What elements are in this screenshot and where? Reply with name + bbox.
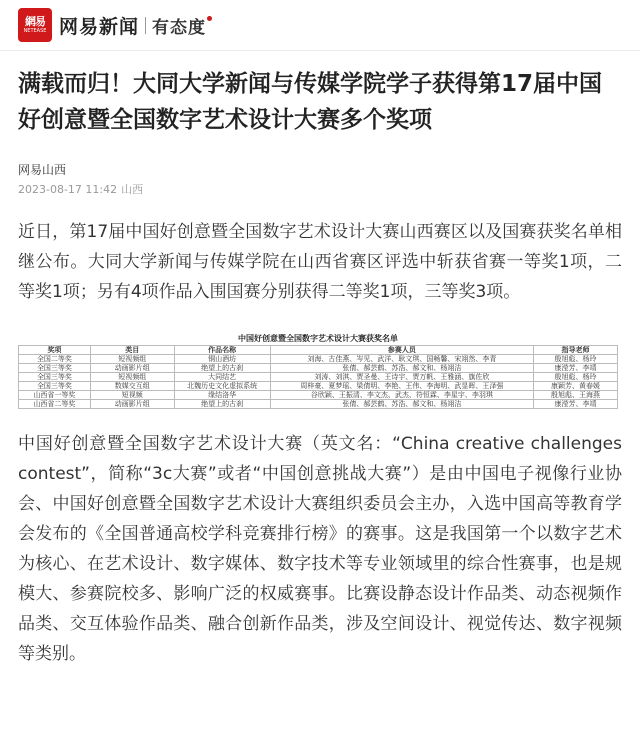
header-divider <box>0 50 640 51</box>
table-cell: 绝望上的古刹 <box>174 364 270 373</box>
table-cell: 刘海、古佳燕、岑见、武洋、耿文琪、国畅馨、宋翊然、李青 <box>270 355 534 364</box>
article-content <box>0 66 640 669</box>
table-cell: 山西省一等奖 <box>19 391 91 400</box>
table-cell: 康颖芳、黄春媛 <box>534 382 618 391</box>
registered-dot-icon <box>207 16 212 21</box>
table-cell: 铜山酒坊 <box>174 355 270 364</box>
article-region: 山西 <box>121 183 144 196</box>
logo-text: 網易 <box>25 15 45 28</box>
article-title: 满载而归！大同大学新闻与传媒学院学子获得第17届中国好创意暨全国数字艺术设计大赛多个奖项 <box>18 71 603 133</box>
article-paragraph-1: 近日，第17届中国好创意暨全国数字艺术设计大赛山西赛区以及国赛获奖名单相继公布。大同大学新闻与传媒学院在山西省赛区评选中斩获省赛一等奖1项，二等奖1项；另有4项作品入围国赛分别获得二等奖1项，三等奖3项。 <box>18 222 622 302</box>
table-cell: 短视频组 <box>90 373 174 382</box>
award-table <box>18 333 618 409</box>
article-paragraph-2: 中国好创意暨全国数字艺术设计大赛（英文名：“China creative challenges contest”，简称“3c大赛”或者“中国创意挑战大赛”）是由中国电子视像行业协会、中国好创意暨全国数字艺术设计大赛组织委员会主办，入选中国高等教育学会发布的《全国普通高校学科竞赛排行榜》的赛事。这是我国第一个以数字艺术为核心、在艺术设计、数字媒体、数字技术等专业领域里的综合性赛事，也是规模大、参赛院校多、影响广泛的权威赛事。比赛设静态设计作品类、动态视频作品类、交互体验作品类、融合创新作品类，涉及空间设计、视觉传达、数字视频等类别。 <box>18 434 622 664</box>
brand-separator <box>145 17 146 34</box>
table-cell: 周梓豪、夏梦瑶、梁倩明、李艳、王伟、李海明、武显晖、王泽强 <box>270 382 534 391</box>
header-cell: 奖项 <box>19 346 91 355</box>
table-cell: 山西省二等奖 <box>19 400 91 409</box>
netease-logo-icon[interactable] <box>18 8 52 42</box>
brand-name[interactable]: 网易新闻 <box>59 15 140 38</box>
table-cell: 张倩、郝芸鹤、苏浩、郝文和、杨翊洁 <box>270 364 534 373</box>
table-row <box>19 391 618 400</box>
table-cell: 大同结艺 <box>174 373 270 382</box>
table-row <box>19 355 618 364</box>
logo-subtext: NETEASE <box>23 28 47 34</box>
table-cell: 动画影片组 <box>90 400 174 409</box>
top-bar <box>0 0 640 50</box>
table-cell: 刘涛、刘淇、贾圣曼、王诗宇、贾万帆、王雅涵、旗佐欣 <box>270 373 534 382</box>
table-row <box>19 382 618 391</box>
table-row <box>19 373 618 382</box>
header-cell: 指导老师 <box>534 346 618 355</box>
table-row <box>19 364 618 373</box>
table-cell: 全国三等奖 <box>19 364 91 373</box>
brand-slogan: 有态度 <box>152 17 207 38</box>
article-source[interactable]: 网易山西 <box>18 163 67 177</box>
header-cell: 作品名称 <box>174 346 270 355</box>
table-cell: 谷欣颖、王振清、李文杰、武杰、符恒霖、李星宇、李羽琪 <box>270 391 534 400</box>
table-cell: 缘结洛华 <box>174 391 270 400</box>
table-cell: 殷旭彪、杨玲 <box>534 373 618 382</box>
header-cell: 参赛人员 <box>270 346 534 355</box>
table-cell: 北魏历史文化虚拟系统 <box>174 382 270 391</box>
table-cell: 全国三等奖 <box>19 382 91 391</box>
article-date: 2023-08-17 11:42 <box>18 183 118 196</box>
table-cell: 殷旭彪、杨玲 <box>534 355 618 364</box>
award-table-caption: 中国好创意暨全国数字艺术设计大赛获奖名单 <box>238 334 398 343</box>
award-table-header-row <box>19 346 618 355</box>
table-cell: 殷旭彪、王海燕 <box>534 391 618 400</box>
award-table-image[interactable] <box>18 333 618 409</box>
table-cell: 短视频组 <box>90 355 174 364</box>
table-cell: 全国二等奖 <box>19 355 91 364</box>
table-cell: 动画影片组 <box>90 364 174 373</box>
article-meta <box>18 181 622 197</box>
table-cell: 康滢芳、李靖 <box>534 364 618 373</box>
table-cell: 绝望上的古刹 <box>174 400 270 409</box>
table-cell: 短视频 <box>90 391 174 400</box>
header-cell: 类目 <box>90 346 174 355</box>
table-cell: 全国三等奖 <box>19 373 91 382</box>
table-row <box>19 400 618 409</box>
table-cell: 数媒交互组 <box>90 382 174 391</box>
table-cell: 张倩、郝芸鹤、苏浩、郝文和、杨翊洁 <box>270 400 534 409</box>
table-cell: 康滢芳、李靖 <box>534 400 618 409</box>
